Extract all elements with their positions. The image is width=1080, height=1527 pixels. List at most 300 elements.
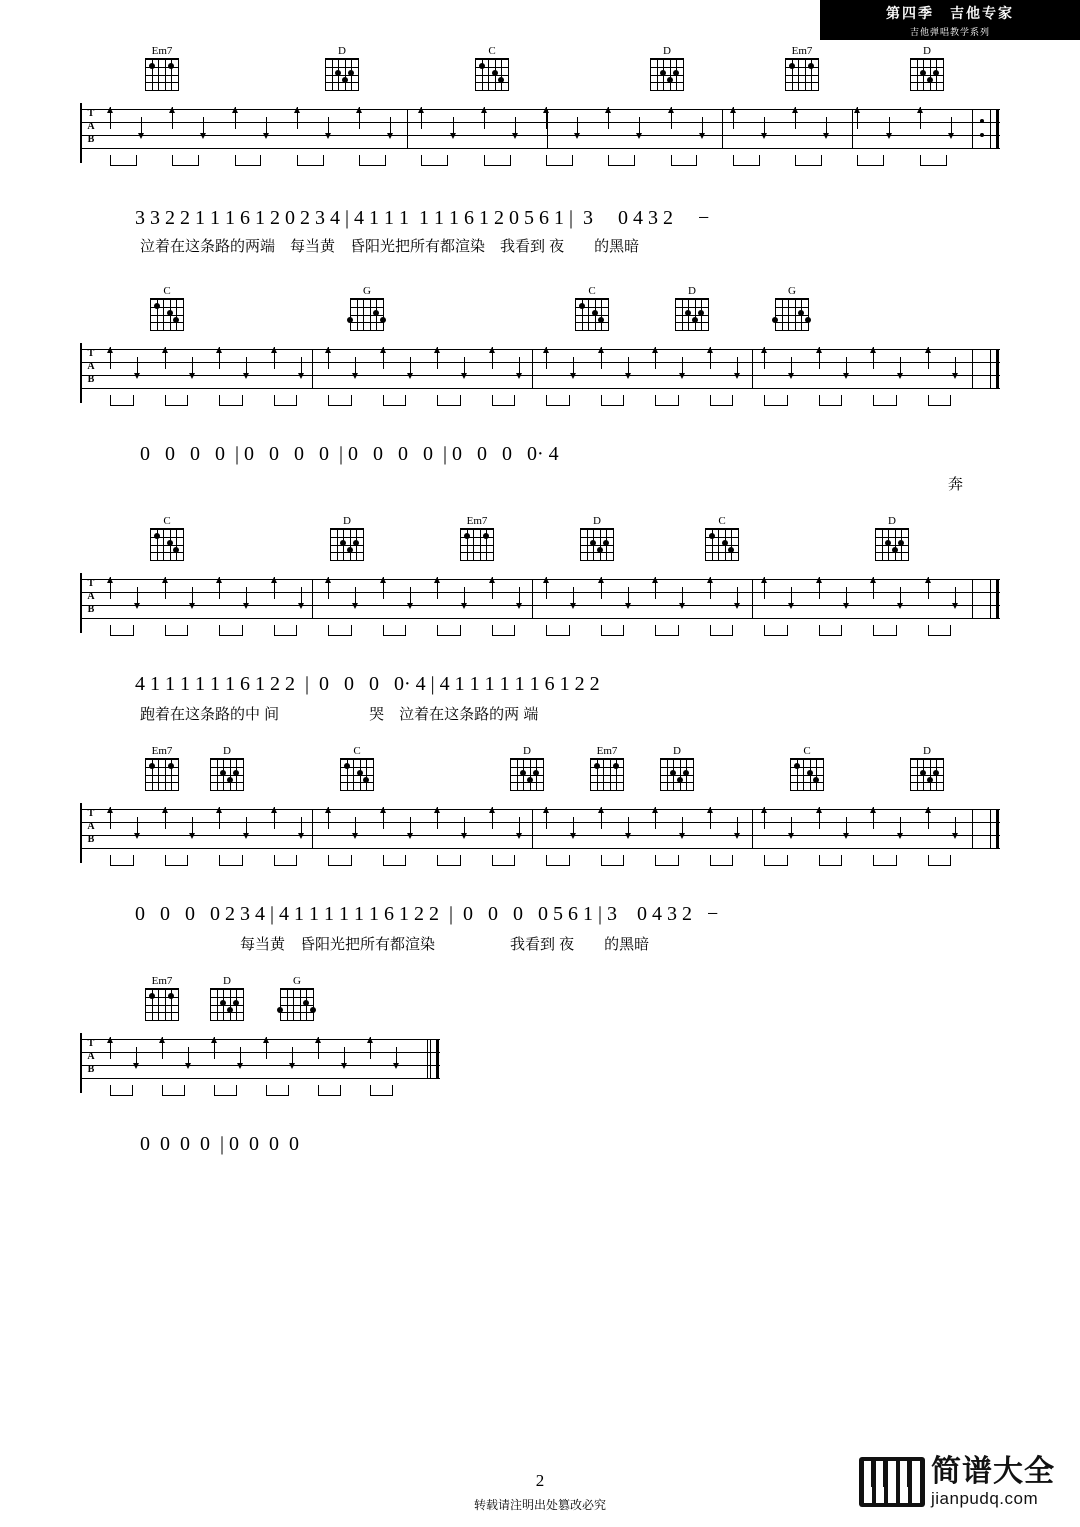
strum-up-arrow <box>110 577 111 599</box>
barline <box>312 349 313 389</box>
chord-name: D <box>923 745 931 757</box>
chord-diagram-em7 <box>140 745 184 790</box>
lyrics-3: 跑着在这条路的中 间 哭 泣着在这条路的两 端 <box>140 706 539 723</box>
chord-name: D <box>523 745 531 757</box>
chord-grid <box>325 58 359 90</box>
rhythm-beam <box>710 855 734 866</box>
chord-diagram-d <box>205 975 249 1020</box>
barline <box>972 809 973 849</box>
header-banner <box>820 0 1080 40</box>
rhythm-beam <box>601 855 625 866</box>
strum-down-arrow <box>846 587 847 603</box>
staff-5 <box>80 1033 440 1093</box>
chord-grid <box>790 758 824 790</box>
chord-name: D <box>593 515 601 527</box>
header-subtitle: 吉他弹唱教学系列 <box>909 26 990 37</box>
strum-up-arrow <box>857 107 858 129</box>
strum-down-arrow <box>410 817 411 833</box>
chord-name: D <box>888 515 896 527</box>
rhythm-beam <box>608 155 635 166</box>
strum-down-arrow <box>628 357 629 373</box>
rhythm-beam <box>671 155 698 166</box>
copyright-notice: 转载请注明出处篡改必究 <box>473 1498 606 1512</box>
numbered-notation-4: 0 0 0 0 2 3 4 | 4 1 1 1 1 1 1 6 1 2 2 | 0 0 0 0 5 6 1 | 3 0 4 3 2 − <box>135 903 719 925</box>
rhythm-beam <box>920 155 947 166</box>
strum-down-arrow <box>519 587 520 603</box>
rhythm-beam <box>266 1085 289 1096</box>
rhythm-beam <box>710 625 734 636</box>
rhythm-beam <box>165 395 189 406</box>
chord-grid <box>350 298 384 330</box>
strum-down-arrow <box>137 357 138 373</box>
strum-down-arrow <box>410 357 411 373</box>
barline <box>532 809 533 849</box>
rhythm-beam <box>437 855 461 866</box>
numbered-notation-3: 4 1 1 1 1 1 1 6 1 2 2 | 0 0 0 0· 4 | 4 1 1 1 1 1 1 6 1 2 2 <box>135 673 600 695</box>
strum-up-arrow <box>733 107 734 129</box>
rhythm-beam <box>219 855 243 866</box>
chord-name: C <box>163 285 171 297</box>
strum-down-arrow <box>573 357 574 373</box>
rhythm-beam <box>328 395 352 406</box>
rhythm-beam <box>219 395 243 406</box>
rhythm-beam <box>928 395 952 406</box>
strum-up-arrow <box>928 577 929 599</box>
chord-name: C <box>803 745 811 757</box>
strum-up-arrow <box>110 107 111 129</box>
chord-diagram-g <box>345 285 389 330</box>
strum-up-arrow <box>671 107 672 129</box>
strum-down-arrow <box>737 587 738 603</box>
strum-down-arrow <box>573 817 574 833</box>
repeat-dots <box>980 119 984 139</box>
barline <box>532 349 533 389</box>
chord-name: C <box>353 745 361 757</box>
chord-grid <box>210 758 244 790</box>
chord-diagram-em7 <box>140 45 184 90</box>
strum-down-arrow <box>846 817 847 833</box>
rhythm-beam <box>484 155 511 166</box>
strum-down-arrow <box>203 117 204 133</box>
strum-up-arrow <box>437 577 438 599</box>
strum-up-arrow <box>819 347 820 369</box>
strum-down-arrow <box>639 117 640 133</box>
chord-diagram-g <box>275 975 319 1020</box>
chord-diagram-c <box>335 745 379 790</box>
strum-down-arrow <box>390 117 391 133</box>
chord-grid <box>145 758 179 790</box>
strum-down-arrow <box>846 357 847 373</box>
rhythm-beam <box>546 625 570 636</box>
barline <box>972 579 973 619</box>
tab-clef: T A B <box>87 1038 95 1075</box>
strum-up-arrow <box>764 347 765 369</box>
chord-name: C <box>718 515 726 527</box>
rhythm-beam <box>297 155 324 166</box>
rhythm-beam <box>928 625 952 636</box>
chord-diagram-c <box>700 515 744 560</box>
rhythm-beam <box>274 395 298 406</box>
chord-diagram-em7 <box>140 975 184 1020</box>
chord-grid <box>575 298 609 330</box>
rhythm-beam <box>710 395 734 406</box>
strum-down-arrow <box>955 817 956 833</box>
staff-2 <box>80 343 1000 403</box>
strum-up-arrow <box>219 347 220 369</box>
strum-up-arrow <box>235 107 236 129</box>
rhythm-beam <box>492 855 516 866</box>
strum-up-arrow <box>318 1037 319 1059</box>
rhythm-beam <box>370 1085 393 1096</box>
chord-diagram-c <box>145 285 189 330</box>
lyrics-2: 奔 <box>948 476 964 493</box>
chord-name: D <box>343 515 351 527</box>
chord-name: Em7 <box>151 745 173 757</box>
chord-diagram-em7 <box>455 515 499 560</box>
strum-down-arrow <box>464 587 465 603</box>
chord-diagram-em7 <box>780 45 824 90</box>
strum-down-arrow <box>192 587 193 603</box>
chord-diagram-d <box>325 515 369 560</box>
strum-up-arrow <box>110 347 111 369</box>
lyrics-1: 泣着在这条路的两端 每当黄 昏阳光把所有都渲染 我看到 夜 的黑暗 <box>140 238 640 255</box>
tab-clef: T A B <box>87 578 95 615</box>
staff-4 <box>80 803 1000 863</box>
strum-down-arrow <box>396 1047 397 1063</box>
strum-up-arrow <box>328 347 329 369</box>
strum-down-arrow <box>951 117 952 133</box>
strum-up-arrow <box>655 577 656 599</box>
barline <box>972 349 973 389</box>
rhythm-beam <box>165 625 189 636</box>
rhythm-beam <box>110 1085 133 1096</box>
logo-text-cn: 简谱大全 <box>931 1455 1055 1488</box>
chord-name: D <box>338 45 346 57</box>
strum-down-arrow <box>328 117 329 133</box>
strum-up-arrow <box>546 347 547 369</box>
strum-down-arrow <box>344 1047 345 1063</box>
chord-grid <box>785 58 819 90</box>
rhythm-beam <box>359 155 386 166</box>
strum-up-arrow <box>546 577 547 599</box>
chord-grid <box>875 528 909 560</box>
chord-grid <box>210 988 244 1020</box>
barline <box>427 1039 428 1079</box>
strum-up-arrow <box>266 1037 267 1059</box>
rhythm-beam <box>328 855 352 866</box>
strum-up-arrow <box>383 577 384 599</box>
strum-down-arrow <box>791 817 792 833</box>
site-logo <box>859 1457 1055 1507</box>
strum-down-arrow <box>826 117 827 133</box>
strum-up-arrow <box>710 347 711 369</box>
chord-diagram-em7 <box>585 745 629 790</box>
rhythm-beam <box>819 625 843 636</box>
strum-down-arrow <box>141 117 142 133</box>
strum-up-arrow <box>437 347 438 369</box>
rhythm-beam <box>318 1085 341 1096</box>
strum-up-arrow <box>710 807 711 829</box>
strum-down-arrow <box>900 357 901 373</box>
strum-up-arrow <box>601 347 602 369</box>
strum-up-arrow <box>328 807 329 829</box>
strum-up-arrow <box>328 577 329 599</box>
chord-name: C <box>488 45 496 57</box>
rhythm-beam <box>601 395 625 406</box>
rhythm-beam <box>873 625 897 636</box>
rhythm-beam <box>601 625 625 636</box>
chord-name: Em7 <box>596 745 618 757</box>
numbered-notation-5: 0 0 0 0 | 0 0 0 0 <box>140 1133 300 1155</box>
strum-down-arrow <box>519 817 520 833</box>
strum-up-arrow <box>764 807 765 829</box>
strum-up-arrow <box>484 107 485 129</box>
chord-name: G <box>293 975 301 987</box>
chord-name: D <box>923 45 931 57</box>
strum-up-arrow <box>370 1037 371 1059</box>
barline <box>312 809 313 849</box>
strum-up-arrow <box>655 347 656 369</box>
chord-grid <box>580 528 614 560</box>
end-barline <box>990 579 999 619</box>
page-number: 2 <box>535 1471 545 1490</box>
rhythm-beam <box>172 155 199 166</box>
rhythm-beam <box>764 395 788 406</box>
chord-diagram-c <box>145 515 189 560</box>
strum-up-arrow <box>492 577 493 599</box>
strum-down-arrow <box>682 817 683 833</box>
chord-diagram-d <box>575 515 619 560</box>
strum-up-arrow <box>421 107 422 129</box>
strum-down-arrow <box>301 817 302 833</box>
strum-down-arrow <box>192 357 193 373</box>
rhythm-beam <box>546 395 570 406</box>
strum-up-arrow <box>601 807 602 829</box>
rhythm-beam <box>655 855 679 866</box>
rhythm-beam <box>421 155 448 166</box>
chord-grid <box>150 298 184 330</box>
strum-down-arrow <box>464 357 465 373</box>
strum-up-arrow <box>608 107 609 129</box>
strum-down-arrow <box>246 817 247 833</box>
rhythm-beam <box>110 855 134 866</box>
strum-up-arrow <box>655 807 656 829</box>
strum-up-arrow <box>492 807 493 829</box>
piano-keys-icon <box>859 1457 925 1507</box>
strum-down-arrow <box>188 1047 189 1063</box>
rhythm-beam <box>274 855 298 866</box>
barline <box>532 579 533 619</box>
strum-down-arrow <box>137 817 138 833</box>
chord-diagram-c <box>785 745 829 790</box>
strum-up-arrow <box>819 807 820 829</box>
strum-up-arrow <box>359 107 360 129</box>
staff-1 <box>80 103 1000 163</box>
strum-down-arrow <box>292 1047 293 1063</box>
strum-down-arrow <box>889 117 890 133</box>
rhythm-beam <box>219 625 243 636</box>
barline <box>722 109 723 149</box>
chord-name: Em7 <box>151 45 173 57</box>
chord-grid <box>775 298 809 330</box>
chord-name: D <box>663 45 671 57</box>
rhythm-beam <box>655 625 679 636</box>
strum-down-arrow <box>955 357 956 373</box>
strum-down-arrow <box>137 587 138 603</box>
strum-down-arrow <box>515 117 516 133</box>
chord-grid <box>280 988 314 1020</box>
strum-down-arrow <box>136 1047 137 1063</box>
chord-diagram-d <box>870 515 914 560</box>
strum-down-arrow <box>682 587 683 603</box>
rhythm-beam <box>819 855 843 866</box>
rhythm-beam <box>274 625 298 636</box>
barline <box>752 349 753 389</box>
rhythm-beam <box>328 625 352 636</box>
strum-down-arrow <box>764 117 765 133</box>
chord-grid <box>460 528 494 560</box>
strum-up-arrow <box>165 807 166 829</box>
chord-grid <box>145 58 179 90</box>
strum-down-arrow <box>791 587 792 603</box>
strum-down-arrow <box>573 587 574 603</box>
chord-grid <box>475 58 509 90</box>
staff-3 <box>80 573 1000 633</box>
strum-down-arrow <box>301 587 302 603</box>
barline <box>852 109 853 149</box>
rhythm-beam <box>383 395 407 406</box>
rhythm-beam <box>492 625 516 636</box>
rhythm-beam <box>546 855 570 866</box>
chord-name: G <box>788 285 796 297</box>
strum-up-arrow <box>219 577 220 599</box>
chord-diagram-d <box>905 45 949 90</box>
barline <box>972 109 973 149</box>
rhythm-beam <box>795 155 822 166</box>
chord-grid <box>910 58 944 90</box>
rhythm-beam <box>492 395 516 406</box>
chord-diagram-d <box>205 745 249 790</box>
strum-down-arrow <box>464 817 465 833</box>
numbered-notation-2: 0 0 0 0 | 0 0 0 0 | 0 0 0 0 | 0 0 0 0· 4 <box>140 443 559 465</box>
strum-up-arrow <box>764 577 765 599</box>
strum-up-arrow <box>710 577 711 599</box>
strum-down-arrow <box>410 587 411 603</box>
tab-clef: T A B <box>87 808 95 845</box>
barline <box>407 109 408 149</box>
chord-grid <box>340 758 374 790</box>
strum-down-arrow <box>791 357 792 373</box>
strum-up-arrow <box>110 1037 111 1059</box>
strum-down-arrow <box>682 357 683 373</box>
rhythm-beam <box>110 155 137 166</box>
rhythm-beam <box>235 155 262 166</box>
chord-name: D <box>673 745 681 757</box>
barline <box>752 809 753 849</box>
strum-up-arrow <box>795 107 796 129</box>
rhythm-beam <box>437 395 461 406</box>
strum-down-arrow <box>702 117 703 133</box>
rhythm-beam <box>437 625 461 636</box>
strum-up-arrow <box>219 807 220 829</box>
barline <box>312 579 313 619</box>
end-barline <box>990 109 999 149</box>
chord-name: C <box>588 285 596 297</box>
end-barline <box>990 809 999 849</box>
rhythm-beam <box>819 395 843 406</box>
rhythm-beam <box>764 625 788 636</box>
rhythm-beam <box>928 855 952 866</box>
chord-grid <box>705 528 739 560</box>
strum-up-arrow <box>162 1037 163 1059</box>
rhythm-beam <box>110 625 134 636</box>
rhythm-beam <box>546 155 573 166</box>
strum-up-arrow <box>165 347 166 369</box>
strum-up-arrow <box>601 577 602 599</box>
chord-grid <box>145 988 179 1020</box>
strum-up-arrow <box>274 347 275 369</box>
strum-up-arrow <box>546 807 547 829</box>
lyrics-4: 每当黄 昏阳光把所有都渲染 我看到 夜 的黑暗 <box>240 936 650 953</box>
strum-up-arrow <box>165 577 166 599</box>
barline <box>752 579 753 619</box>
chord-name: Em7 <box>466 515 488 527</box>
strum-up-arrow <box>920 107 921 129</box>
chord-name: Em7 <box>791 45 813 57</box>
chord-diagram-d <box>655 745 699 790</box>
chord-name: D <box>688 285 696 297</box>
rhythm-beam <box>873 855 897 866</box>
rhythm-beam <box>165 855 189 866</box>
strum-up-arrow <box>437 807 438 829</box>
rhythm-beam <box>162 1085 185 1096</box>
strum-down-arrow <box>355 587 356 603</box>
strum-up-arrow <box>873 347 874 369</box>
strum-up-arrow <box>214 1037 215 1059</box>
chord-diagram-d <box>505 745 549 790</box>
strum-up-arrow <box>274 577 275 599</box>
chord-diagram-d <box>905 745 949 790</box>
strum-down-arrow <box>240 1047 241 1063</box>
rhythm-beam <box>733 155 760 166</box>
strum-up-arrow <box>383 807 384 829</box>
chord-name: C <box>163 515 171 527</box>
strum-up-arrow <box>819 577 820 599</box>
strum-up-arrow <box>274 807 275 829</box>
strum-down-arrow <box>246 357 247 373</box>
strum-up-arrow <box>928 347 929 369</box>
strum-down-arrow <box>453 117 454 133</box>
rhythm-beam <box>857 155 884 166</box>
strum-down-arrow <box>628 587 629 603</box>
chord-grid <box>150 528 184 560</box>
chord-grid <box>910 758 944 790</box>
chord-diagram-c <box>470 45 514 90</box>
end-barline <box>430 1039 439 1079</box>
chord-diagram-d <box>320 45 364 90</box>
strum-down-arrow <box>266 117 267 133</box>
rhythm-beam <box>110 395 134 406</box>
chord-grid <box>650 58 684 90</box>
chord-grid <box>330 528 364 560</box>
rhythm-beam <box>764 855 788 866</box>
strum-down-arrow <box>192 817 193 833</box>
barline <box>547 109 548 149</box>
chord-name: Em7 <box>151 975 173 987</box>
strum-down-arrow <box>737 817 738 833</box>
rhythm-beam <box>383 855 407 866</box>
strum-up-arrow <box>873 807 874 829</box>
